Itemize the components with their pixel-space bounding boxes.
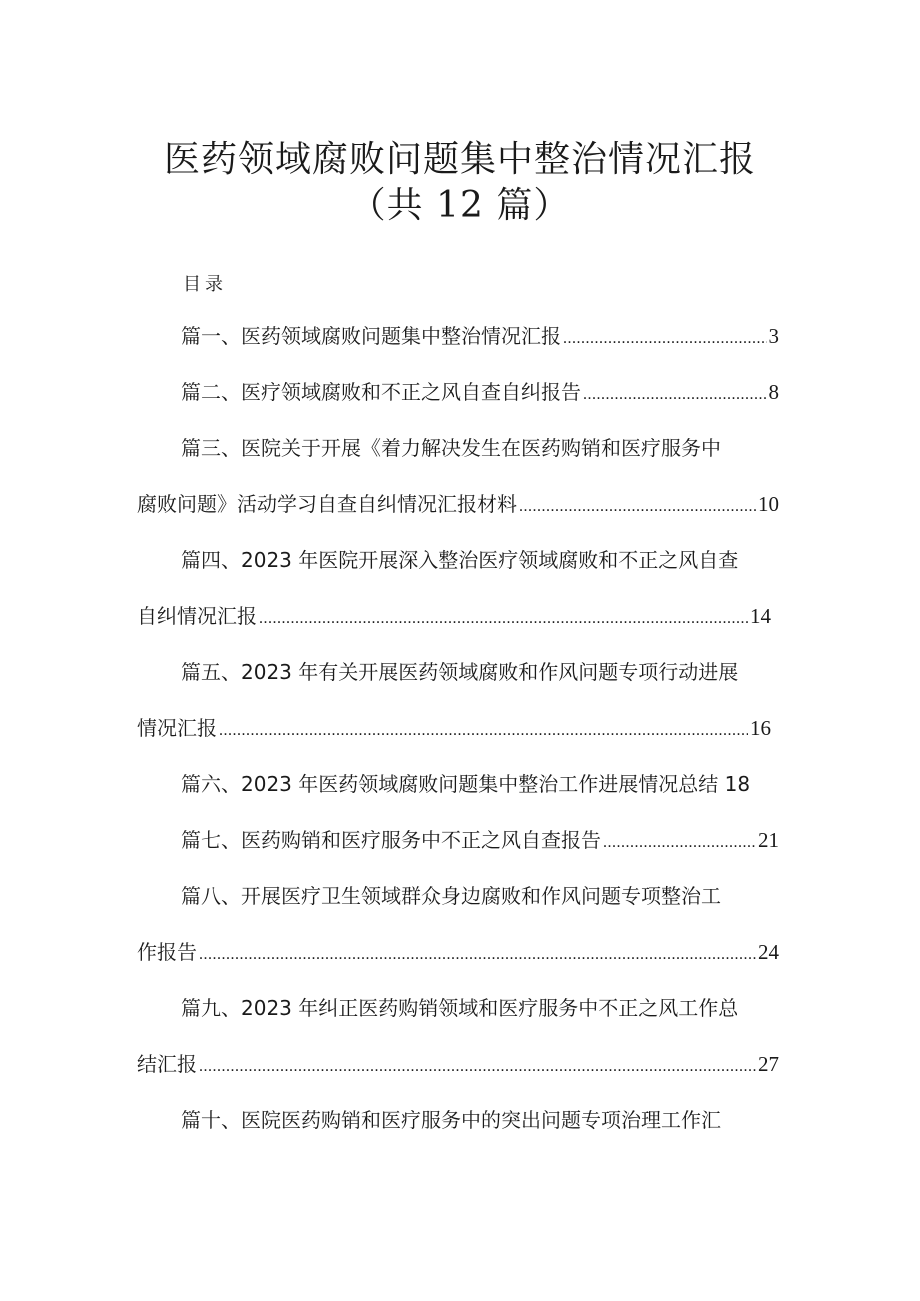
toc-page-number: 14 <box>750 604 771 628</box>
toc-heading: 目录 <box>183 274 227 295</box>
toc-entry-title-cont: 作报告 <box>137 940 197 964</box>
toc-entry-4[interactable] <box>181 545 738 575</box>
toc-leader-dots <box>583 380 767 410</box>
toc-leader-dots <box>199 940 756 970</box>
toc-page-number: 24 <box>758 940 779 964</box>
toc-entry-title: 篇七、医药购销和医疗服务中不正之风自查报告 <box>181 828 601 852</box>
toc-entry-8-continuation[interactable] <box>137 937 779 967</box>
toc-entry-title: 篇五、2023 年有关开展医药领域腐败和作风问题专项行动进展 <box>181 660 739 684</box>
toc-entry-9-continuation[interactable] <box>137 1049 779 1079</box>
toc-entry-title-cont: 腐败问题》活动学习自查自纠情况汇报材料 <box>137 492 517 516</box>
toc-entry-title: 篇八、开展医疗卫生领域群众身边腐败和作风问题专项整治工 <box>181 884 721 908</box>
toc-leader-dots <box>219 716 748 746</box>
toc-entry-3[interactable] <box>181 433 721 463</box>
toc-entry-title-cont: 自纠情况汇报 <box>137 604 257 628</box>
toc-entry-2[interactable] <box>181 377 779 407</box>
toc-entry-title: 篇三、医院关于开展《着力解决发生在医药购销和医疗服务中 <box>181 436 721 460</box>
toc-entry-9[interactable] <box>181 993 738 1023</box>
toc-page-number: 8 <box>768 380 779 404</box>
toc-page-number: 21 <box>758 828 779 852</box>
toc-entry-4-continuation[interactable] <box>137 601 771 631</box>
toc-entry-title: 篇一、医药领域腐败问题集中整治情况汇报 <box>181 324 561 348</box>
toc-page-number: 3 <box>768 324 779 348</box>
toc-entry-1[interactable] <box>181 321 779 351</box>
toc-page-number: 10 <box>758 492 779 516</box>
toc-leader-dots <box>519 492 756 522</box>
toc-entry-title-cont: 结汇报 <box>137 1052 197 1076</box>
document-subtitle: （共 12 篇） <box>349 185 571 226</box>
toc-entry-3-continuation[interactable] <box>137 489 779 519</box>
toc-entry-5-continuation[interactable] <box>137 713 771 743</box>
toc-entry-7[interactable] <box>181 825 779 855</box>
toc-entry-title: 篇四、2023 年医院开展深入整治医疗领域腐败和不正之风自查 <box>181 548 739 572</box>
toc-entry-5[interactable] <box>181 657 738 687</box>
toc-entry-title: 篇九、2023 年纠正医药购销领域和医疗服务中不正之风工作总 <box>181 996 739 1020</box>
toc-page-number: 16 <box>750 716 771 740</box>
toc-page-number: 27 <box>758 1052 779 1076</box>
toc-entry-title: 篇六、2023 年医药领域腐败问题集中整治工作进展情况总结 18 <box>181 772 751 796</box>
document-title: 医药领域腐败问题集中整治情况汇报 <box>163 139 756 180</box>
toc-entry-10[interactable] <box>181 1105 721 1135</box>
toc-leader-dots <box>563 324 767 354</box>
toc-leader-dots <box>199 1052 756 1082</box>
toc-entry-6[interactable] <box>181 769 750 799</box>
toc-entry-title: 篇十、医院医药购销和医疗服务中的突出问题专项治理工作汇 <box>181 1108 721 1132</box>
toc-entry-title: 篇二、医疗领域腐败和不正之风自查自纠报告 <box>181 380 581 404</box>
toc-entry-8[interactable] <box>181 881 721 911</box>
toc-entry-title-cont: 情况汇报 <box>137 716 217 740</box>
toc-leader-dots <box>603 828 756 858</box>
toc-leader-dots <box>259 604 748 634</box>
